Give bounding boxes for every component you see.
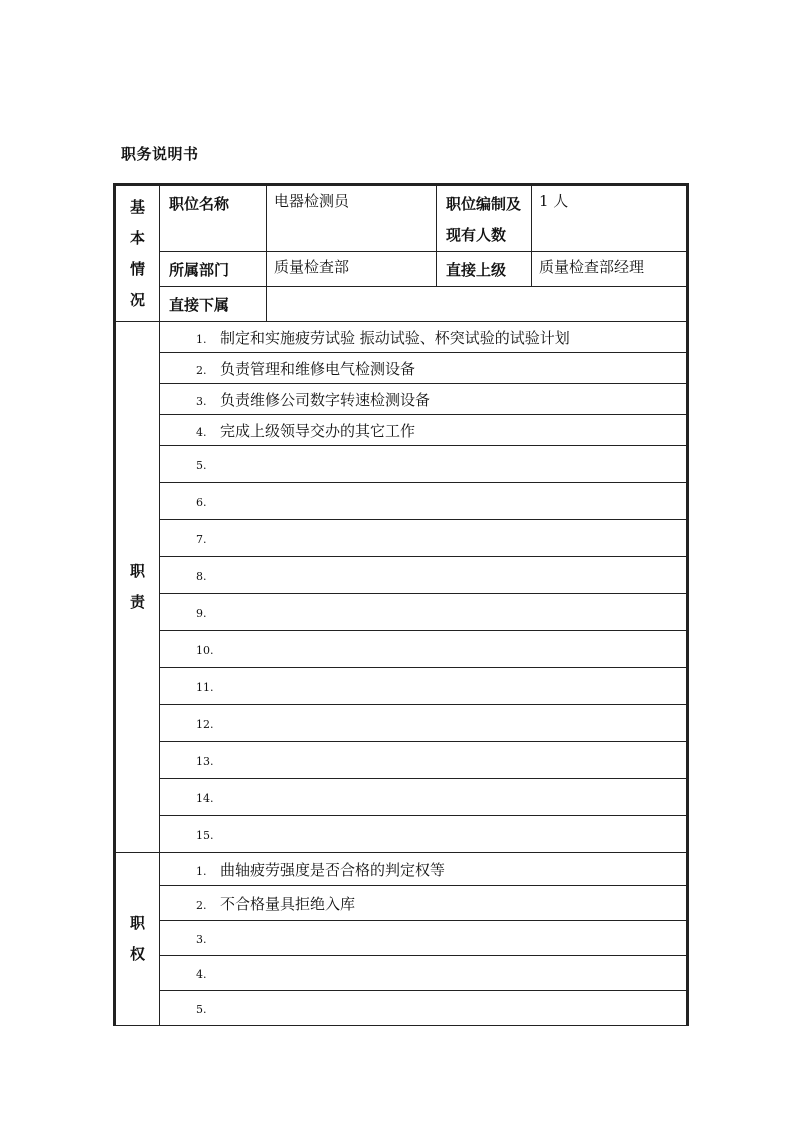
item-number: 12. — [196, 718, 214, 731]
rights-item-cell — [160, 991, 688, 1026]
position-name-label: 职位名称 — [160, 185, 267, 252]
duties-item — [115, 446, 688, 483]
supervisor-value: 质量检查部经理 — [532, 252, 688, 287]
item-number: 5. — [196, 1003, 207, 1016]
duties-item-cell — [160, 594, 688, 631]
document-title: 职务说明书 — [121, 145, 199, 163]
item-number: 8. — [196, 570, 207, 583]
item-number: 1. — [196, 332, 207, 346]
item-number: 11. — [196, 681, 214, 694]
item-number: 14. — [196, 792, 214, 805]
duties-item — [115, 557, 688, 594]
item-text: 曲轴疲劳强度是否合格的判定权等 — [220, 860, 446, 879]
rights-item-cell — [160, 853, 688, 886]
item-number: 7. — [196, 533, 207, 546]
item-number: 3. — [196, 933, 207, 946]
subordinate-value — [267, 287, 688, 322]
item-number: 3. — [196, 394, 207, 408]
duties-item — [115, 353, 688, 384]
basic-info-category: 基 本 情 况 — [115, 185, 160, 322]
basic-row-subordinate — [115, 287, 688, 322]
duties-item-cell — [160, 668, 688, 705]
duties-item — [115, 779, 688, 816]
item-number: 6. — [196, 496, 207, 509]
department-label: 所属部门 — [160, 252, 267, 287]
duties-item — [115, 322, 688, 353]
duties-item — [115, 705, 688, 742]
rights-item-cell — [160, 886, 688, 921]
supervisor-label: 直接上级 — [437, 252, 532, 287]
item-text: 制定和实施疲劳试验 振动试验、杯突试验的试验计划 — [220, 328, 570, 347]
rights-item-cell — [160, 921, 688, 956]
duties-item-cell — [160, 816, 688, 853]
duties-item-cell — [160, 631, 688, 668]
duties-item-cell — [160, 415, 688, 446]
rights-item — [115, 956, 688, 991]
item-number: 10. — [196, 644, 214, 657]
rights-item — [115, 853, 688, 886]
duties-category: 职 责 — [115, 322, 160, 853]
item-number: 2. — [196, 363, 207, 377]
item-number: 15. — [196, 829, 214, 842]
subordinate-label: 直接下属 — [160, 287, 267, 322]
item-number: 1. — [196, 864, 207, 878]
duties-item-cell — [160, 779, 688, 816]
item-number: 2. — [196, 898, 207, 912]
item-text: 不合格量具拒绝入库 — [220, 894, 356, 913]
duties-item-cell — [160, 520, 688, 557]
duties-item — [115, 668, 688, 705]
department-value: 质量检查部 — [267, 252, 437, 287]
basic-row-department — [115, 252, 688, 287]
duties-item-cell — [160, 353, 688, 384]
item-number: 5. — [196, 459, 207, 472]
duties-item-cell — [160, 705, 688, 742]
duties-item — [115, 594, 688, 631]
item-number: 9. — [196, 607, 207, 620]
duties-item — [115, 816, 688, 853]
duties-item-cell — [160, 557, 688, 594]
item-number: 4. — [196, 425, 207, 439]
rights-item — [115, 921, 688, 956]
basic-row-position — [115, 185, 688, 252]
rights-item — [115, 886, 688, 921]
rights-item — [115, 991, 688, 1026]
position-name-value: 电器检测员 — [267, 185, 437, 252]
duties-item — [115, 483, 688, 520]
duties-item-cell — [160, 742, 688, 779]
duties-item-cell — [160, 483, 688, 520]
duties-item-cell — [160, 446, 688, 483]
rights-item-cell — [160, 956, 688, 991]
job-description-table — [113, 183, 689, 1026]
item-text: 负责维修公司数字转速检测设备 — [220, 390, 431, 409]
duties-item — [115, 742, 688, 779]
duties-item — [115, 384, 688, 415]
duties-item — [115, 415, 688, 446]
duties-item — [115, 631, 688, 668]
item-text: 负责管理和维修电气检测设备 — [220, 359, 416, 378]
item-number: 4. — [196, 968, 207, 981]
duties-item — [115, 520, 688, 557]
headcount-value: 1 人 — [532, 185, 688, 252]
rights-category: 职 权 — [115, 853, 160, 1026]
item-text: 完成上级领导交办的其它工作 — [220, 421, 416, 440]
duties-item-cell — [160, 384, 688, 415]
duties-item-cell — [160, 322, 688, 353]
item-number: 13. — [196, 755, 214, 768]
headcount-label: 职位编制及 现有人数 — [437, 185, 532, 252]
